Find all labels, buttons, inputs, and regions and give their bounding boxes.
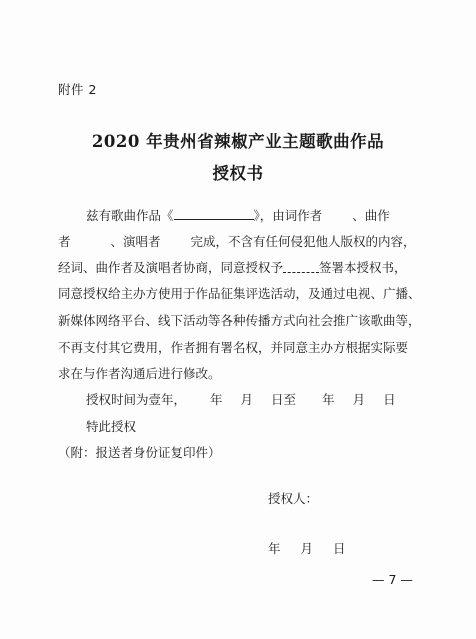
- grantee-blank: [283, 264, 319, 273]
- paragraph-line-7: 求在与作者沟通后进行修改。: [58, 366, 221, 381]
- authorize-to-label: 经词、曲作者及演唱者协商，同意授权予: [58, 260, 284, 275]
- attachment-note: （附：报送者身份证复印件）: [58, 445, 221, 460]
- sign-month-label: 月: [300, 541, 314, 556]
- start-year-label: 年: [210, 392, 223, 407]
- singer-label: 、演唱者: [110, 234, 161, 249]
- paragraph-line-5: 新媒体网络平台、线下活动等各种传播方式向社会推广该歌曲等，: [58, 313, 421, 328]
- paragraph-line-2: [58, 234, 418, 250]
- page-number: — 7 —: [372, 572, 413, 587]
- end-month-label: 月: [352, 392, 366, 407]
- originality-statement: 完成，不含有任何侵犯他人版权的内容，: [190, 234, 416, 249]
- end-year-label: 年: [322, 392, 335, 407]
- special-authorization-text: 特此授权: [86, 419, 137, 434]
- paragraph-line-6: 不再支付其它费用，作者拥有署名权，并同意主办方根据实际要: [58, 340, 409, 355]
- sign-statement: 签署本授权书，: [319, 260, 407, 275]
- period-label: 授权时间为壹年，: [86, 392, 187, 407]
- signature-date: [268, 539, 346, 557]
- signatory-label: 授权人：: [268, 491, 319, 506]
- composer-label-start: 、曲作: [352, 208, 390, 223]
- paragraph-line-4: 同意授权给主办方使用于作品征集评选活动，及通过电视、广播、: [58, 286, 421, 301]
- start-day-label: 日至: [271, 392, 297, 407]
- start-month-label: 月: [240, 392, 254, 407]
- paragraph-line-3: [58, 260, 418, 276]
- special-authorization: [58, 419, 418, 435]
- attachment-label: 附件 2: [58, 82, 97, 97]
- song-title-blank: [174, 207, 254, 220]
- document-subtitle: 授权书: [212, 164, 264, 183]
- authorization-period: [58, 392, 418, 408]
- end-day-label: 日: [383, 392, 396, 407]
- paragraph-line-1: [58, 207, 418, 224]
- document-title: 2020 年贵州省辣椒产业主题歌曲作品: [91, 132, 385, 151]
- lyricist-label: 》，由词作者: [253, 208, 323, 223]
- composer-label-end: 者: [58, 234, 71, 249]
- song-work-label: 兹有歌曲作品《: [86, 208, 174, 223]
- sign-day-label: 日: [333, 541, 346, 556]
- sign-year-label: 年: [268, 541, 281, 556]
